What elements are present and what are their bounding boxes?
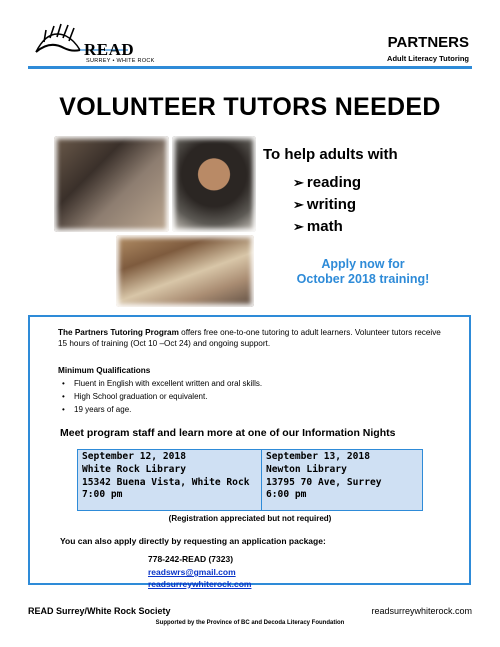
apply-direct-text: You can also apply directly by requesting an application package: [60,536,326,546]
bullet-icon: • [62,405,65,414]
session-date: September 13, 2018 [266,451,370,462]
program-name-bold: The Partners Tutoring Program [58,328,179,337]
session-venue: Newton Library [266,463,347,475]
help-item-label: reading [306,174,362,191]
apply-line: October 2018 training! [296,272,430,286]
session-time: 6:00 pm [266,489,307,501]
header-rule [28,66,472,69]
qualification-item [62,392,207,401]
help-heading: To help adults with [263,146,398,163]
apply-callout [288,257,438,287]
footer-website: readsurreywhiterock.com [371,606,472,616]
help-item-label: writing [306,196,357,213]
qualification-text: Fluent in English with excellent written and oral skills. [74,379,263,388]
apply-line: Apply now for [321,257,405,271]
program-name: PARTNERS [387,34,469,51]
footer-org: READ Surrey/White Rock Society [28,606,171,616]
page-title: VOLUNTEER TUTORS NEEDED [59,93,441,121]
program-subtitle: Adult Literacy Tutoring [387,54,469,63]
help-item-label: math [306,218,343,235]
intro-text: offers free one-to-one tutoring to adult learners. Volunteer tutors receive 15 hours of training (Oct 10 –Oct 24) and ongoing support. [58,328,441,348]
help-item [293,218,343,235]
program-intro [58,327,448,349]
arrow-icon: ➢ [293,197,304,212]
session-address: 15342 Buena Vista, White Rock [82,476,250,488]
registration-note: (Registration appreciated but not required) [168,514,332,523]
session-date: September 12, 2018 [82,451,186,462]
qualification-text: 19 years of age. [74,405,132,414]
qualification-text: High School graduation or equivalent. [74,392,208,401]
arrow-icon: ➢ [293,219,304,234]
arrow-icon: ➢ [293,175,304,190]
session-venue: White Rock Library [82,463,186,475]
website-link[interactable]: readsurreywhiterock.com [148,579,252,589]
footer-support: Supported by the Province of BC and Decoda Literacy Foundation [155,620,345,626]
help-item [293,196,356,213]
qualification-item [62,379,262,388]
qualification-item [62,405,131,414]
help-item [293,174,361,191]
session-address: 13795 70 Ave, Surrey [266,476,382,488]
session-time: 7:00 pm [82,489,123,501]
logo-subtext: SURREY • WHITE ROCK [86,58,155,64]
email-link[interactable]: readswrs@gmail.com [148,567,236,577]
table-divider [261,449,262,511]
qualifications-heading: Minimum Qualifications [58,366,151,375]
info-nights-heading: Meet program staff and learn more at one of our Information Nights [60,427,396,439]
photo-tutoring-session [116,235,254,307]
logo-text: READ [84,40,135,59]
session-cell [266,451,382,502]
photo-two-women [54,136,169,232]
session-cell [82,451,250,502]
bullet-icon: • [62,379,65,388]
photo-smiling-woman [172,136,256,232]
phone-number: 778-242-READ (7323) [148,554,234,564]
bullet-icon: • [62,392,65,401]
